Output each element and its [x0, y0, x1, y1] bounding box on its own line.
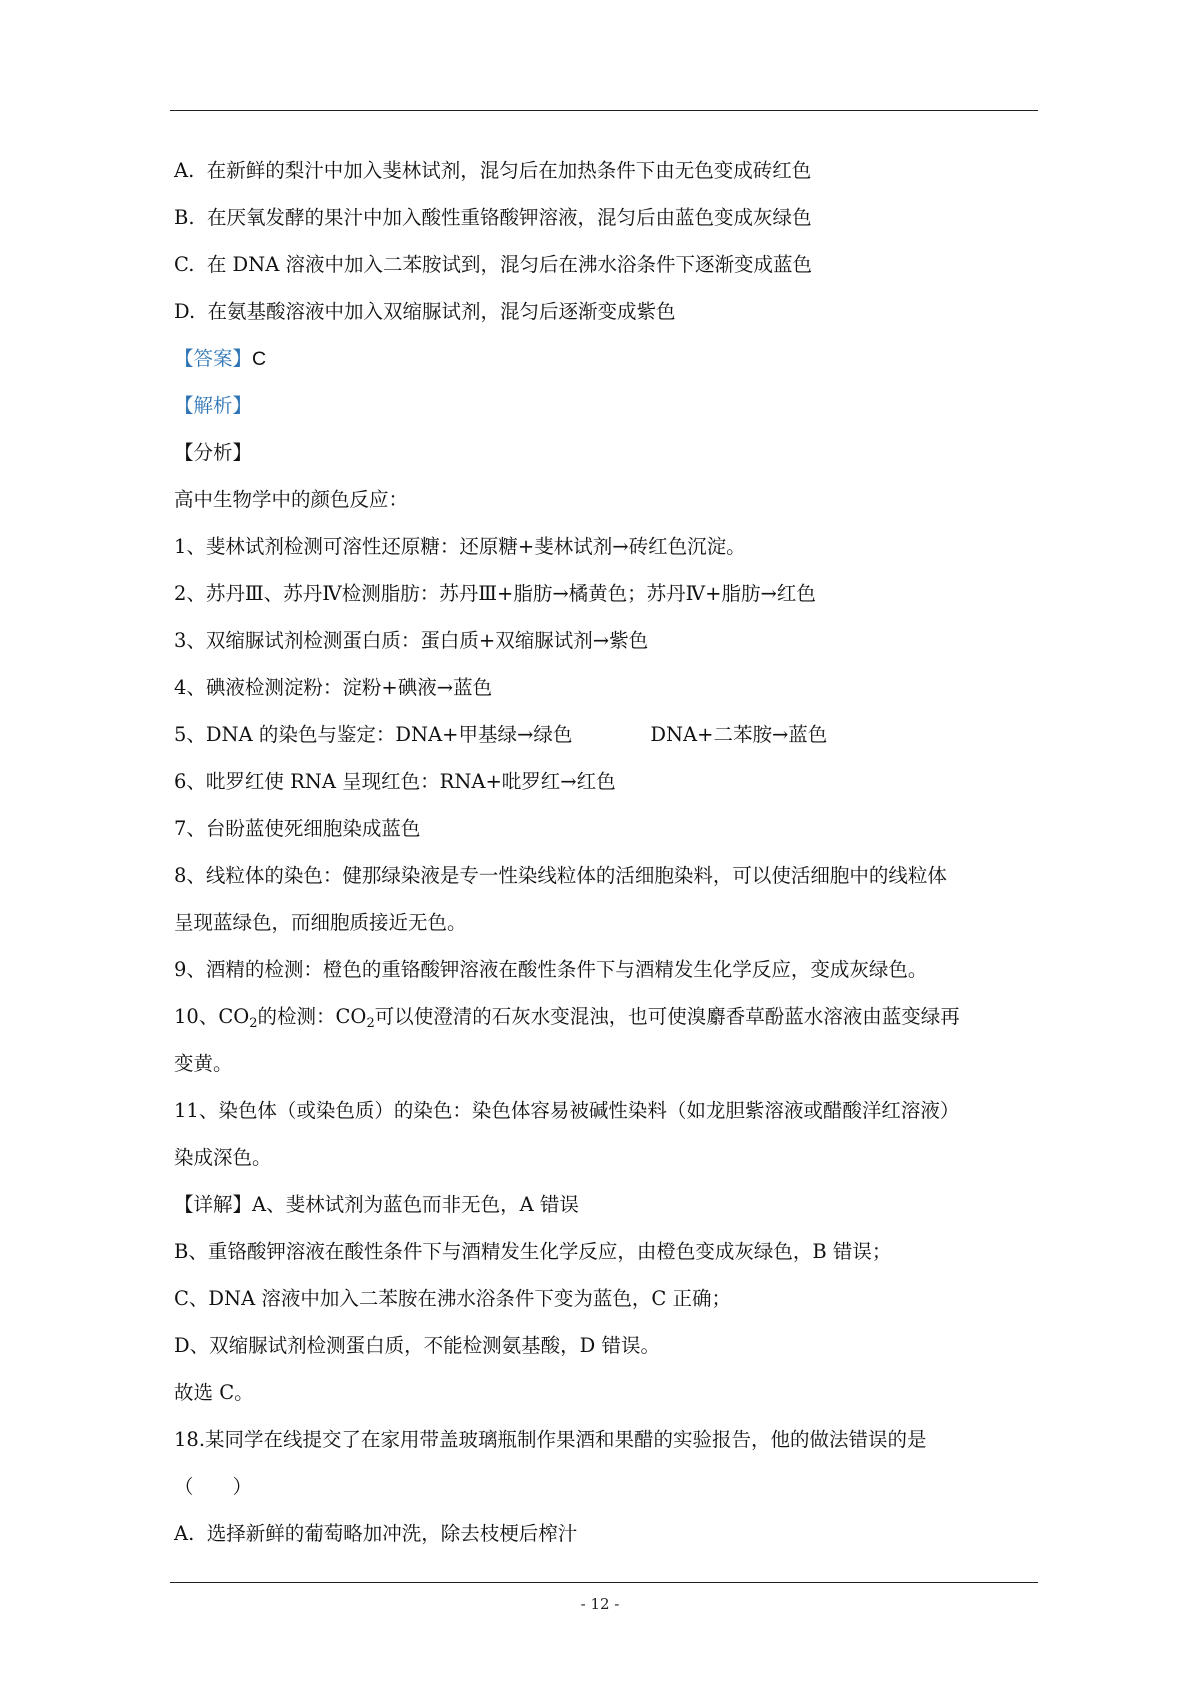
item-8-line-1: 8、线粒体的染色：健那绿染液是专一性染线粒体的活细胞染料，可以使活细胞中的线粒体 — [174, 864, 947, 887]
option-text: 在 DNA 溶液中加入二苯胺试到，混匀后在沸水浴条件下逐渐变成蓝色 — [206, 253, 813, 276]
option-letter: D. — [174, 300, 196, 323]
item-11-line-2: 染成深色。 — [174, 1146, 272, 1169]
fenxi-label: 【分析】 — [174, 441, 253, 464]
item-5-part-b: DNA+二苯胺→蓝色 — [650, 723, 828, 746]
detail-d: D、双缩脲试剂检测蛋白质，不能检测氨基酸，D 错误。 — [174, 1334, 660, 1357]
option-d — [174, 298, 676, 326]
footer-rule — [170, 1582, 1038, 1583]
item-3: 3、双缩脲试剂检测蛋白质：蛋白质+双缩脲试剂→紫色 — [174, 629, 649, 652]
item-10-line-1: 10、$CO_2$的检测：$CO_2$可以使澄清的石灰水变混浊，也可使溴麝香草酚蓝水溶液由蓝变绿再 — [174, 1005, 960, 1031]
question-18-option-a — [174, 1520, 577, 1548]
answer-value: C — [252, 348, 267, 370]
item-2: 2、苏丹Ⅲ、苏丹Ⅳ检测脂肪：苏丹Ⅲ+脂肪→橘黄色；苏丹Ⅳ+脂肪→红色 — [174, 582, 816, 605]
option-text: 在厌氧发酵的果汁中加入酸性重铬酸钾溶液，混匀后由蓝色变成灰绿色 — [206, 206, 812, 229]
answer-label: 【答案】 — [174, 347, 253, 370]
page-number: - 12 - — [580, 1595, 620, 1613]
header-rule — [170, 110, 1038, 111]
option-text: 选择新鲜的葡萄略加冲洗，除去枝梗后榨汁 — [206, 1522, 578, 1545]
detail-label: 【详解】 — [174, 1193, 253, 1216]
option-text: 在新鲜的梨汁中加入斐林试剂，混匀后在加热条件下由无色变成砖红色 — [206, 159, 812, 182]
item-5 — [174, 721, 827, 749]
item-5-part-a: 5、DNA 的染色与鉴定：DNA+甲基绿→绿色 — [174, 723, 573, 746]
item-11-line-1: 11、染色体（或染色质）的染色：染色体容易被碱性染料（如龙胆紫溶液或醋酸洋红溶液） — [174, 1099, 960, 1122]
item-7: 7、台盼蓝使死细胞染成蓝色 — [174, 817, 421, 840]
question-18-paren: （ ） — [174, 1475, 253, 1498]
item-10-line-2: 变黄。 — [174, 1052, 233, 1075]
analysis-label: 【解析】 — [174, 394, 253, 417]
option-letter: A. — [174, 1522, 195, 1545]
option-letter: A. — [174, 159, 195, 182]
option-letter: B. — [174, 206, 195, 229]
answer-line — [174, 345, 266, 373]
item-1: 1、斐林试剂检测可溶性还原糖：还原糖+斐林试剂→砖红色沉淀。 — [174, 535, 746, 558]
detail-c: C、DNA 溶液中加入二苯胺在沸水浴条件下变为蓝色，C 正确； — [174, 1287, 732, 1310]
option-b — [174, 204, 811, 232]
item-9: 9、酒精的检测：橙色的重铬酸钾溶液在酸性条件下与酒精发生化学反应，变成灰绿色。 — [174, 958, 928, 981]
conclusion: 故选 C。 — [174, 1381, 254, 1404]
question-18-stem: 18.某同学在线提交了在家用带盖玻璃瓶制作果酒和果醋的实验报告，他的做法错误的是 — [174, 1428, 927, 1451]
option-a — [174, 157, 811, 185]
detail-b: B、重铬酸钾溶液在酸性条件下与酒精发生化学反应，由橙色变成灰绿色，B 错误； — [174, 1240, 892, 1263]
option-text: 在氨基酸溶液中加入双缩脲试剂，混匀后逐渐变成紫色 — [207, 300, 676, 323]
detail-a: 【详解】A、斐林试剂为蓝色而非无色，A 错误 — [174, 1193, 579, 1216]
item-8-line-2: 呈现蓝绿色，而细胞质接近无色。 — [174, 911, 467, 934]
option-letter: C. — [174, 253, 195, 276]
option-c — [174, 251, 812, 279]
intro-text: 高中生物学中的颜色反应： — [174, 488, 409, 511]
item-4: 4、碘液检测淀粉：淀粉+碘液→蓝色 — [174, 676, 493, 699]
item-6: 6、吡罗红使 RNA 呈现红色：RNA+吡罗红→红色 — [174, 770, 616, 793]
